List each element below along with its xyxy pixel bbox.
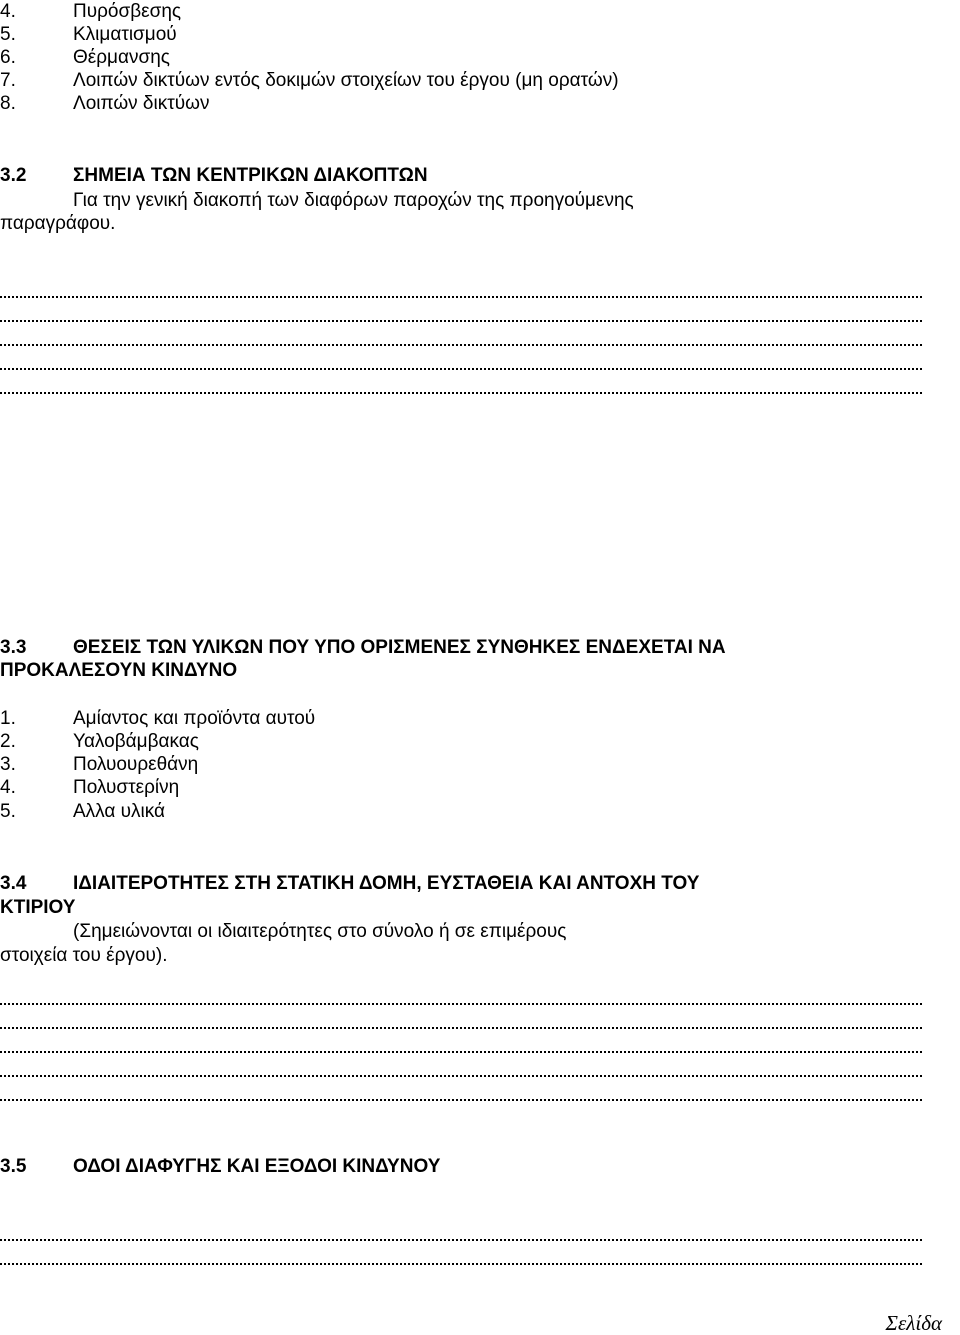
list-item — [0, 69, 619, 92]
section-number: 3.2 — [0, 165, 27, 186]
fill-in-line[interactable] — [0, 290, 922, 298]
list-item — [0, 776, 179, 799]
list-item — [0, 46, 170, 69]
list-number: 8. — [0, 93, 16, 114]
list-item — [0, 707, 315, 730]
page-footer-label: Σελίδα — [885, 1311, 942, 1335]
fill-in-line[interactable] — [0, 1257, 922, 1265]
section-description: παραγράφου. — [0, 213, 116, 234]
list-item — [0, 23, 177, 46]
fill-in-line[interactable] — [0, 314, 922, 322]
section-title: ΘΕΣΕΙΣ ΤΩΝ ΥΛΙΚΩΝ ΠΟΥ ΥΠΟ ΟΡΙΣΜΕΝΕΣ ΣΥΝΘΗΚΕΣ ΕΝΔΕΧΕΤΑΙ ΝΑ — [73, 637, 726, 658]
list-item — [0, 730, 199, 753]
list-number: 3. — [0, 754, 16, 775]
list-number: 6. — [0, 47, 16, 68]
list-item — [0, 92, 209, 115]
section-number: 3.4 — [0, 873, 27, 894]
section-heading-3-2 — [0, 164, 428, 187]
list-text: Λοιπών δικτύων — [73, 93, 210, 114]
section-description: Για την γενική διακοπή των διαφόρων παροχών της προηγούμενης — [73, 190, 634, 211]
list-number: 4. — [0, 1, 16, 22]
list-number: 1. — [0, 708, 16, 729]
section-title: ΙΔΙΑΙΤΕΡΟΤΗΤΕΣ ΣΤΗ ΣΤΑΤΙΚΗ ΔΟΜΗ, ΕΥΣΤΑΘΕΙΑ ΚΑΙ ΑΝΤΟΧΗ ΤΟΥ — [73, 873, 700, 894]
fill-in-line[interactable] — [0, 1045, 922, 1053]
fill-in-line[interactable] — [0, 386, 922, 394]
fill-in-line[interactable] — [0, 338, 922, 346]
section-title: ΟΔΟΙ ΔΙΑΦΥΓΗΣ ΚΑΙ ΕΞΟΔΟΙ ΚΙΝΔΥΝΟΥ — [73, 1156, 441, 1177]
section-description: στοιχεία του έργου). — [0, 945, 168, 966]
section-title-continued: ΠΡΟΚΑΛΕΣΟΥΝ ΚΙΝΔΥΝΟ — [0, 660, 238, 681]
list-number: 2. — [0, 731, 16, 752]
list-item — [0, 800, 165, 823]
list-text: Αμίαντος και προϊόντα αυτού — [73, 708, 316, 729]
section-description: (Σημειώνονται οι ιδιαιτερότητες στο σύνολο ή σε επιμέρους — [73, 921, 567, 942]
list-number: 5. — [0, 801, 16, 822]
list-text: Αλλα υλικά — [73, 801, 166, 822]
list-text: Λοιπών δικτύων εντός δοκιμών στοιχείων του έργου (μη ορατών) — [73, 70, 619, 91]
list-text: Πολυστερίνη — [73, 777, 180, 798]
list-number: 4. — [0, 777, 16, 798]
section-heading-3-4 — [0, 872, 699, 895]
list-item — [0, 753, 198, 776]
section-number: 3.5 — [0, 1156, 27, 1177]
list-text: Υαλοβάμβακας — [73, 731, 199, 752]
section-heading-3-5 — [0, 1155, 440, 1178]
section-number: 3.3 — [0, 637, 27, 658]
fill-in-line[interactable] — [0, 1021, 922, 1029]
list-text: Θέρμανσης — [73, 47, 170, 68]
list-text: Πολυουρεθάνη — [73, 754, 199, 775]
list-item — [0, 0, 181, 23]
section-title-continued: ΚΤΙΡΙΟΥ — [0, 897, 76, 918]
section-title: ΣΗΜΕΙΑ ΤΩΝ ΚΕΝΤΡΙΚΩΝ ΔΙΑΚΟΠΤΩΝ — [73, 165, 428, 186]
fill-in-line[interactable] — [0, 1069, 922, 1077]
section-heading-3-3 — [0, 636, 726, 659]
list-number: 7. — [0, 70, 16, 91]
list-text: Πυρόσβεσης — [73, 1, 182, 22]
fill-in-line[interactable] — [0, 362, 922, 370]
fill-in-line[interactable] — [0, 1093, 922, 1101]
fill-in-line[interactable] — [0, 997, 922, 1005]
list-number: 5. — [0, 24, 16, 45]
fill-in-line[interactable] — [0, 1233, 922, 1241]
list-text: Κλιματισμού — [73, 24, 177, 45]
